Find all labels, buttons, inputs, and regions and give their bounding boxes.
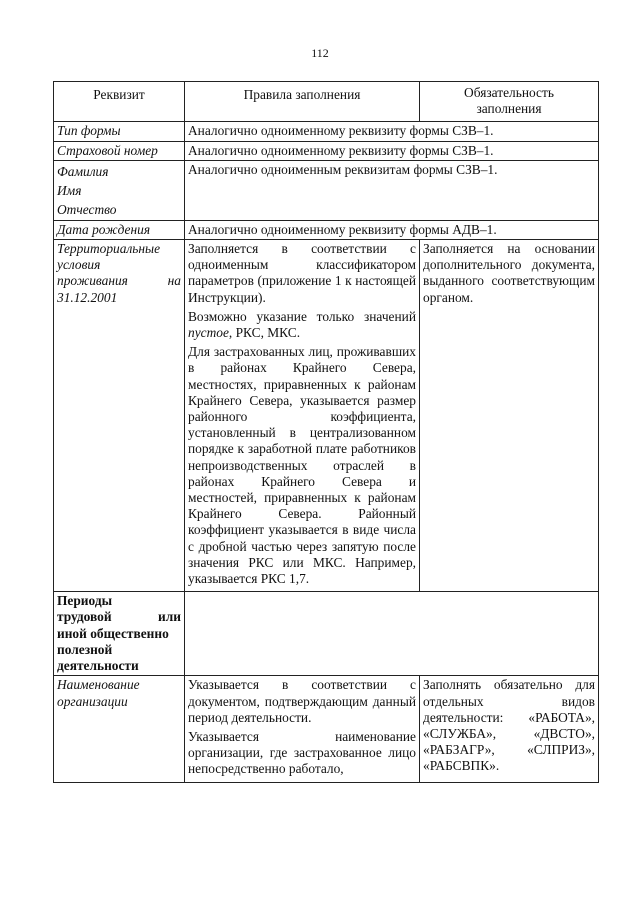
label-org-name-line1: Наименование [57, 677, 140, 693]
label-periods-line5: деятельности [57, 658, 139, 674]
label-periods-line4: полезной [57, 641, 113, 657]
header-mandatory-line2: заполнения [476, 101, 542, 117]
rule-insurance-number: Аналогично одноименному реквизиту формы СЗВ–1. [185, 141, 599, 160]
label-birth-date: Дата рождения [54, 220, 185, 239]
rule-territorial-p2-before: Возможно указание только значений [188, 308, 416, 324]
rule-territorial [185, 240, 420, 592]
rule-territorial-p2 [188, 309, 416, 341]
label-first-name: Имя [57, 182, 82, 198]
header-requisite: Реквизит [54, 82, 185, 122]
header-mandatory-line1: Обязательность [464, 85, 554, 100]
label-surname: Фамилия [57, 163, 109, 179]
label-full-name [54, 160, 185, 220]
label-territorial-line2: условия [57, 257, 101, 273]
rule-territorial-p3: Для застрахованных лиц, проживавших в районах Крайнего Севера, местностях, приравненных к районам Крайнего Севера, указывается размер районного коэффициента, установленный в централизованном порядке к заработной плате работников непроизводственных отраслей в районах Крайнего Севера и местностей, приравненных к районам Крайнего Севера. Районный коэффициент указывается в виде числа с дробной частью через запятую после значения РКС или МКС. Например, указывается РКС 1,7. [188, 344, 416, 587]
label-periods-line1: Периоды [57, 593, 113, 609]
mandatory-org-name: Заполнять обязательно для отдельных видов деятельности: «РАБОТА», «СЛУЖБА», «ДВСТО», «РАБЗАГР», «СЛПРИЗ», «РАБСВПК». [420, 676, 599, 782]
table-row [54, 592, 599, 676]
label-periods [54, 592, 185, 676]
header-mandatory [420, 82, 599, 122]
rule-org-name-p2: Указывается наименование организации, где застрахованное лицо непосредственно работало, [188, 728, 416, 777]
rule-birth-date: Аналогично одноименному реквизиту формы АДВ–1. [185, 220, 599, 239]
label-territorial-line4: 31.12.2001 [57, 289, 118, 305]
rule-org-name-p1: Указывается в соответствии с документом, подтверждающим данный период деятельности. [188, 677, 416, 725]
label-org-name [54, 676, 185, 782]
label-territorial [54, 240, 185, 592]
periods-empty-cell [185, 592, 599, 676]
page-number: 112 [311, 46, 329, 60]
table-row [54, 676, 599, 782]
label-insurance-number: Страховой номер [54, 141, 185, 160]
label-org-name-line2: организации [57, 693, 128, 709]
requisites-table [53, 81, 599, 783]
rule-form-type: Аналогично одноименному реквизиту формы СЗВ–1. [185, 122, 599, 141]
rule-territorial-p2-italic: пустое [188, 325, 229, 341]
rule-full-name: Аналогично одноименным реквизитам формы СЗВ–1. [185, 160, 599, 220]
rule-territorial-p2-after: , РКС, МКС. [228, 325, 301, 341]
label-territorial-line1: Территориальные [57, 241, 161, 257]
table-row [54, 240, 599, 592]
mandatory-territorial: Заполняется на основании дополнительного документа, выданного соответствующим органом. [420, 240, 599, 592]
header-rules: Правила заполнения [185, 82, 420, 122]
rule-org-name [185, 676, 420, 782]
rule-territorial-p1: Заполняется в соответствии с одноименным классификатором параметров (приложение 1 к настоящей Инструкции). [188, 241, 416, 305]
table-row [54, 160, 599, 220]
label-patronymic: Отчество [57, 201, 117, 217]
label-periods-line3: иной общественно [57, 625, 169, 641]
table-row [54, 122, 599, 141]
table-row [54, 141, 599, 160]
label-territorial-line3: проживания на [57, 273, 181, 289]
table-header-row [54, 82, 599, 122]
label-form-type: Тип формы [54, 122, 185, 141]
label-periods-line2: трудовой или [57, 609, 181, 625]
table-row [54, 220, 599, 239]
